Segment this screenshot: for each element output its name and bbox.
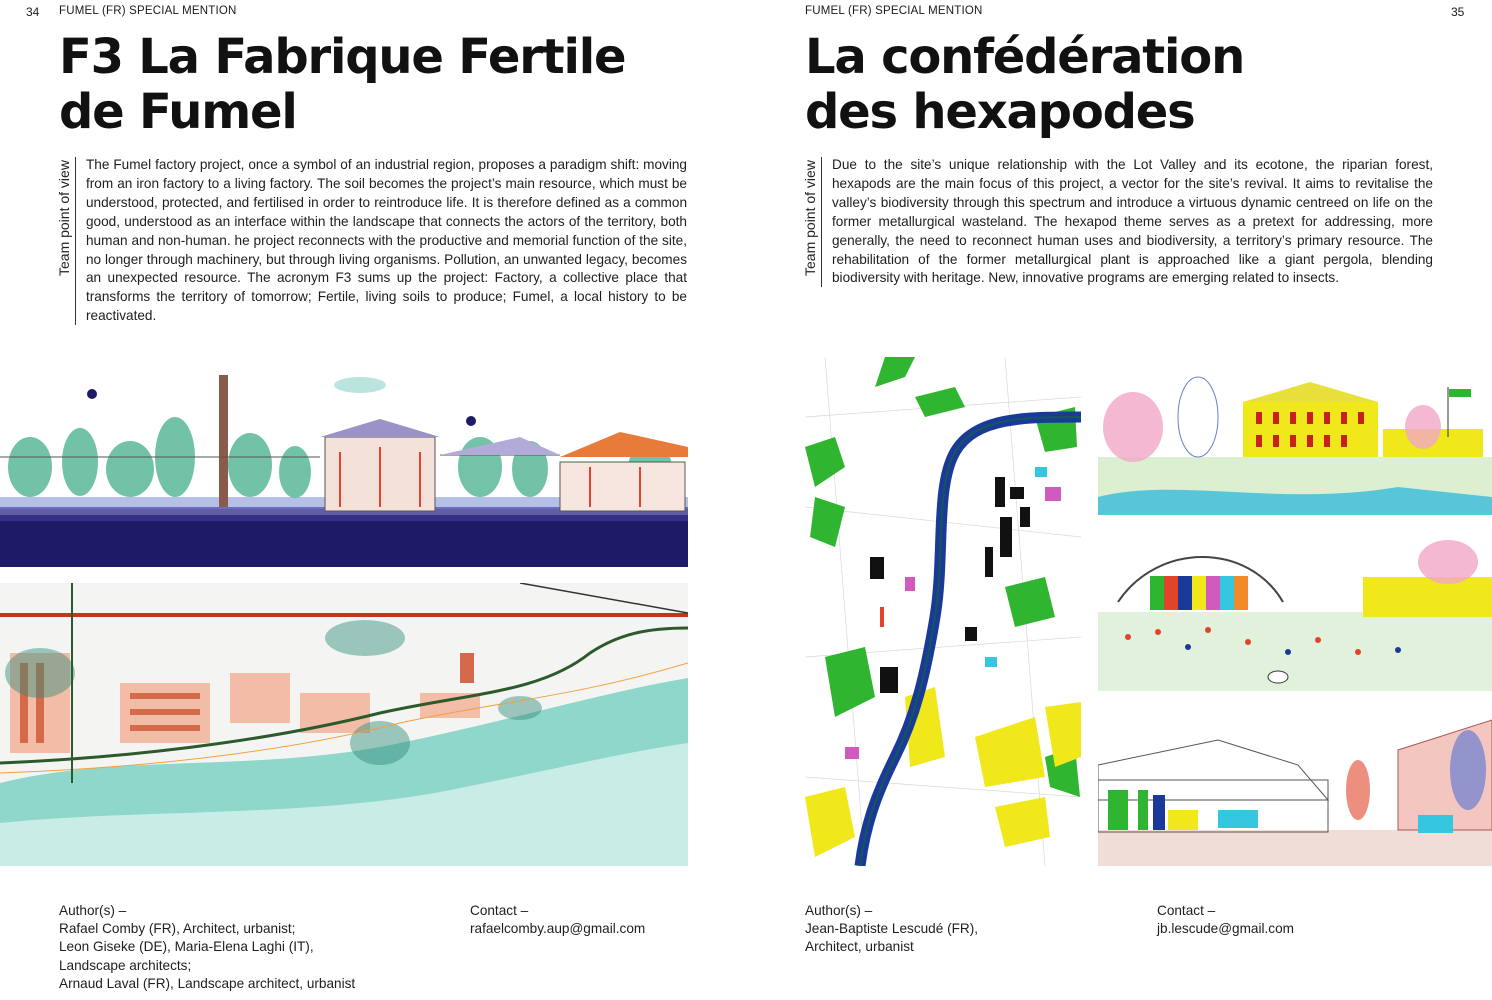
credits-left: [59, 902, 439, 993]
rendering-hall: [1098, 710, 1492, 866]
running-head-left: FUMEL (FR) SPECIAL MENTION: [59, 5, 237, 17]
title-line: de Fumel: [59, 84, 297, 140]
page-title-left: [59, 30, 699, 140]
title-line: La confédération: [805, 29, 1245, 85]
contact-email[interactable]: rafaelcomby.aup@gmail.com: [470, 921, 646, 937]
author-line: Architect, urbanist: [805, 939, 914, 955]
contact-email[interactable]: jb.lescude@gmail.com: [1157, 921, 1294, 937]
contact-right: [1157, 902, 1377, 938]
section-drawing: [0, 357, 688, 567]
page-number-left: 34: [26, 5, 40, 19]
authors-heading: Author(s) –: [805, 903, 873, 918]
body-text-left: The Fumel factory project, once a symbol of an industrial region, proposes a paradigm shift: moving from an iron factory to a living factory. The soil becomes the project’s main resource, which must be understood, protected, and fertilised in order to reintroduce life. It is therefore defined as a common good, understood as an interface within the landscape that connects the actors of the territory, both human and non-human. he project reconnects with the productive and memorial function of the site, no longer through machinery, but through living organisms. Pollution, an unwanted legacy, becomes an unexpected resource. The acronym F3 sums up the project: Factory, a collective place that transforms the territory of tomorrow; Fertile, living soils to produce; Fumel, a local history to be reactivated.: [86, 157, 687, 324]
side-label-right: Team point of view: [802, 160, 818, 276]
contact-heading: Contact –: [1157, 903, 1216, 918]
vertical-rule-left: [75, 157, 76, 325]
page-number-right: 35: [1451, 5, 1465, 19]
authors-heading: Author(s) –: [59, 903, 127, 918]
author-line: Rafael Comby (FR), Architect, urbanist;: [59, 921, 296, 937]
rendering-yellow-house: [1098, 357, 1492, 515]
title-line: des hexapodes: [805, 84, 1195, 140]
body-text-right: Due to the site’s unique relationship with the Lot Valley and its ecotone, the riparian forest, hexapods are the main focus of this project, a vector for the site’s revival. It aims to revitalise the valley’s biodiversity through this spectrum and introduce a virtuous dynamic centreed on life on the former metallurgical wasteland. The hexapod theme serves as a pretext for addressing, more generally, the need to reconnect human uses and biodiversity, a territory’s primary resource. The rehabilitation of the former metallurgical plant is approached like a giant pergola, blending biodiversity with heritage. New, innovative programs are emerging related to insects.: [832, 157, 1433, 286]
territory-map: [805, 357, 1081, 866]
title-line: F3 La Fabrique Fertile: [59, 29, 626, 85]
credits-right: [805, 902, 1125, 957]
rendering-pavilion: [1098, 532, 1492, 691]
site-plan-drawing: [0, 583, 688, 866]
contact-heading: Contact –: [470, 903, 529, 918]
contact-left: [470, 902, 690, 938]
side-label-left: Team point of view: [56, 160, 72, 276]
author-line: Jean-Baptiste Lescudé (FR),: [805, 921, 979, 937]
page-title-right: [805, 30, 1445, 140]
author-line: Landscape architects;: [59, 957, 192, 973]
author-line: Arnaud Laval (FR), Landscape architect, urbanist: [59, 975, 356, 991]
running-head-right: FUMEL (FR) SPECIAL MENTION: [805, 5, 983, 17]
author-line: Leon Giseke (DE), Maria-Elena Laghi (IT),: [59, 939, 314, 955]
vertical-rule-right: [821, 157, 822, 287]
